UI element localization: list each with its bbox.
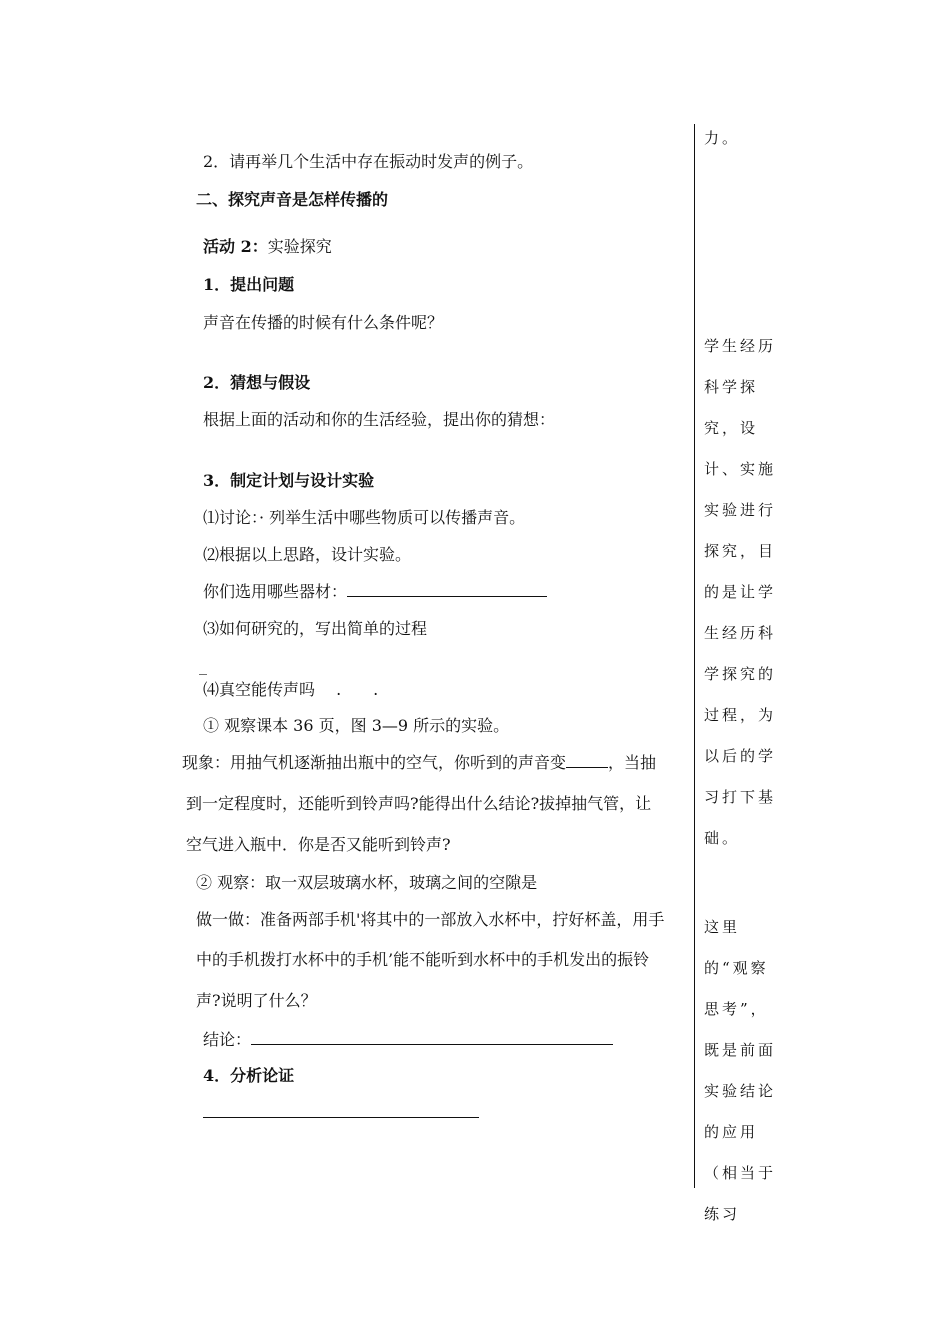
equipment-label: 你们选用哪些器材： (203, 582, 348, 601)
question-text: 声音在传播的时候有什么条件呢？ (203, 313, 444, 332)
vacuum-question: ⑷真空能传声吗 . . (203, 680, 379, 699)
phenomenon-line-3: 空气进入瓶中．你是否又能听到铃声? (186, 835, 451, 854)
column-divider (694, 124, 695, 1188)
activity-text: 实验探究 (267, 237, 332, 256)
side-note-1: 力。 (704, 129, 741, 147)
side-note-2: 学生经历科学探究，设计、实施实验进行探究，目的是让学生经历科学探究的过程，为以后的学习打下基础。 (704, 337, 777, 847)
doit-line-3: 声?说明了什么？ (196, 991, 317, 1010)
plan-design: ⑵根据以上思路，设计实验。 (203, 545, 412, 564)
sound-change-blank[interactable] (566, 753, 608, 768)
phenomenon-line-2: 到一定程度时，还能听到铃声吗?能得出什么结论?拔掉抽气管，让 (186, 794, 652, 813)
equipment-line (203, 582, 547, 602)
step-heading-plan: 3．制定计划与设计实验 (203, 471, 375, 490)
example-question: 2．请再举几个生活中存在振动时发声的例子。 (203, 152, 534, 171)
phenomenon-line-1 (182, 753, 656, 773)
stray-mark: _ (199, 656, 207, 675)
activity-line (203, 237, 332, 257)
equipment-blank[interactable] (347, 582, 547, 597)
hypothesis-text: 根据上面的活动和你的生活经验，提出你的猜想： (203, 410, 556, 429)
step-heading-hypothesis: 2．猜想与假设 (203, 373, 311, 392)
step-heading-analysis: 4．分析论证 (203, 1066, 295, 1085)
activity-label: 活动 2： (203, 237, 268, 256)
doit-line-1: 做一做：准备两部手机'将其中的一部放入水杯中，拧好杯盖，用手 (196, 910, 665, 929)
observe-experiment: ① 观察课本 36 页，图 3—9 所示的实验。 (203, 716, 510, 735)
step-heading-question: 1．提出问题 (203, 275, 295, 294)
observe-cup: ② 观察：取一双层玻璃水杯，玻璃之间的空隙是 (196, 873, 538, 892)
plan-discussion: ⑴讨论：· 列举生活中哪些物质可以传播声音。 (203, 508, 526, 527)
conclusion-blank[interactable] (251, 1030, 613, 1045)
conclusion-line (203, 1030, 613, 1050)
doit-line-2: 中的手机拨打水杯中的手机’能不能听到水杯中的手机发出的振铃 (196, 950, 650, 969)
phenomenon-text-b: ，当抽 (608, 753, 657, 772)
phenomenon-text-a: 现象：用抽气机逐渐抽出瓶中的空气，你听到的声音变 (182, 753, 567, 772)
analysis-blank[interactable] (203, 1117, 479, 1118)
section-heading: 二、探究声音是怎样传播的 (196, 190, 389, 209)
plan-procedure: ⑶如何研究的，写出简单的过程 (203, 619, 428, 638)
side-note-3: 这里的“观察思考”，既是前面实验结论的应用（相当于练习 (704, 918, 777, 1223)
conclusion-label: 结论： (203, 1030, 252, 1049)
